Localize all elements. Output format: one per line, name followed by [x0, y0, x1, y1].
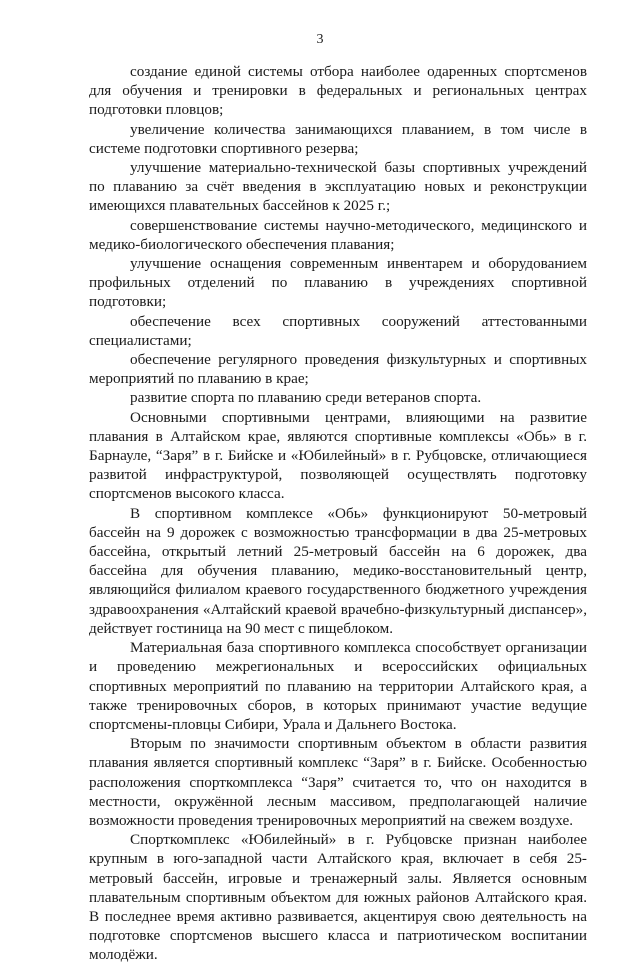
body-text — [89, 62, 587, 965]
paragraph: улучшение материально-технической базы спортивных учреждений по плаванию за счёт введения в эксплуатацию новых и реконструкции имеющихся плавательных бассейнов к 2025 г.; — [89, 159, 587, 215]
paragraph: обеспечение всех спортивных сооружений аттестованными специалистами; — [89, 312, 587, 349]
page-number: 3 — [316, 32, 324, 47]
paragraph: Спорткомплекс «Юбилейный» в г. Рубцовске признан наиболее крупным в юго-западной части Алтайского края, включает в себя 25-метровый бассейн, игровые и тренажерный залы. Является основным плавательным спортивным объектом для южных районов Алтайского края. В последнее время активно развивается, акцентируя свою деятельность на подготовке спортсменов высшего класса и патриотическом воспитании молодёжи. — [89, 831, 587, 964]
paragraph: Вторым по значимости спортивным объектом в области развития плавания является спортивный комплекс “Заря” в г. Бийске. Особенностью расположения спорткомплекса “Заря” считается то, что он находится в местности, окружённой лесным массивом, предполагающей наличие возможности проведения тренировочных мероприятий на свежем воздухе. — [89, 735, 587, 829]
paragraph: совершенствование системы научно-методического, медицинского и медико-биологического обеспечения плавания; — [89, 216, 587, 253]
paragraph: Материальная база спортивного комплекса способствует организации и проведению межрегиональных и всероссийских официальных спортивных мероприятий по плаванию на территории Алтайского края, а также тренировочных сборов, в которых принимают участие ведущие спортсмены-пловцы Сибири, Урала и Дальнего Востока. — [89, 639, 587, 733]
paragraph: развитие спорта по плаванию среди ветеранов спорта. — [130, 389, 482, 407]
paragraph: создание единой системы отбора наиболее одаренных спортсменов для обучения и тренировки в федеральных и региональных центрах подготовки пловцов; — [89, 63, 587, 119]
paragraph: Основными спортивными центрами, влияющими на развитие плавания в Алтайском крае, являются спортивные комплексы «Обь» в г. Барнауле, “Заря” в г. Бийске и «Юбилейный» в г. Рубцовске, отличающиеся развитой инфраструктурой, позволяющей осуществлять подготовку спортсменов высокого класса. — [89, 408, 587, 503]
paragraph: увеличение количества занимающихся плаванием, в том числе в системе подготовки спортивного резерва; — [89, 120, 587, 157]
paragraph: В спортивном комплексе «Обь» функционируют 50-метровый бассейн на 9 дорожек с возможностью трансформации в два 25-метровых бассейна, открытый летний 25-метровый бассейн на 6 дорожек, два бассейна для обучения плаванию, медико-восстановительный центр, являющийся филиалом краевого государственного бюджетного учреждения здравоохранения «Алтайский краевой врачебно-физкультурный диспансер», действует гостиница на 90 мест с пищеблоком. — [89, 504, 587, 637]
paragraph: обеспечение регулярного проведения физкультурных и спортивных мероприятий по плаванию в крае; — [89, 351, 587, 388]
paragraph: улучшение оснащения современным инвентарем и оборудованием профильных отделений по плаванию в учреждениях спортивной подготовки; — [89, 255, 587, 311]
